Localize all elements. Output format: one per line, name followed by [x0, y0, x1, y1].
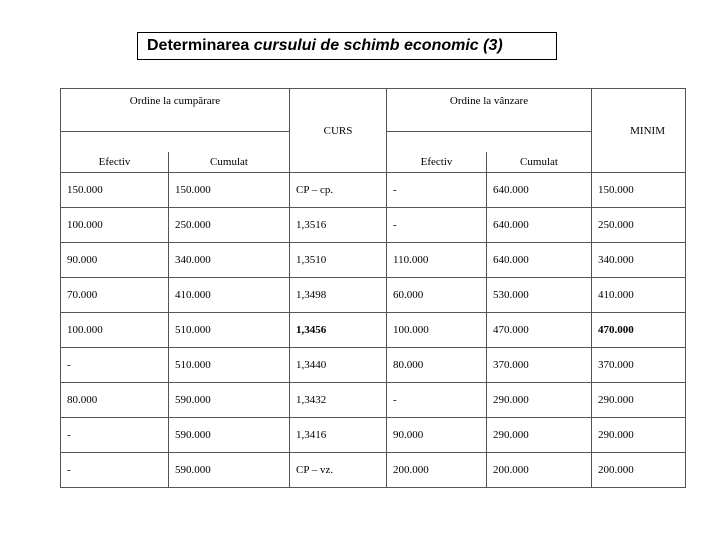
- cell-minimum: 470.000: [592, 313, 686, 348]
- table-row: [61, 243, 686, 278]
- header-sell-orders: Ordine la vânzare: [387, 89, 592, 132]
- cell-buy-effective: 100.000: [61, 313, 169, 348]
- cell-buy-effective: 80.000: [61, 383, 169, 418]
- cell-minimum: 150.000: [592, 173, 686, 208]
- title-italic: cursului de schimb economic (3): [253, 37, 503, 54]
- cell-buy-cumulative: 590.000: [169, 453, 290, 488]
- cell-rate: 1,3516: [290, 208, 387, 243]
- cell-rate: 1,3456: [290, 313, 387, 348]
- cell-buy-effective: -: [61, 418, 169, 453]
- cell-buy-effective: 100.000: [61, 208, 169, 243]
- cell-rate: CP – cp.: [290, 173, 387, 208]
- cell-buy-cumulative: 590.000: [169, 418, 290, 453]
- table-row: [61, 313, 686, 348]
- cell-sell-effective: 90.000: [387, 418, 487, 453]
- cell-sell-cumulative: 370.000: [487, 348, 592, 383]
- cell-rate: 1,3416: [290, 418, 387, 453]
- cell-buy-cumulative: 340.000: [169, 243, 290, 278]
- cell-minimum: 410.000: [592, 278, 686, 313]
- cell-buy-effective: 150.000: [61, 173, 169, 208]
- cell-sell-effective: -: [387, 173, 487, 208]
- header-minimum: [592, 89, 686, 173]
- cell-rate: 1,3510: [290, 243, 387, 278]
- cell-sell-cumulative: 640.000: [487, 243, 592, 278]
- header-rate-label: CURS: [323, 124, 353, 137]
- cell-sell-effective: 80.000: [387, 348, 487, 383]
- table-row: [61, 208, 686, 243]
- table-row: [61, 173, 686, 208]
- cell-rate: 1,3432: [290, 383, 387, 418]
- header-buy-effective: Efectiv: [61, 152, 169, 173]
- cell-buy-cumulative: 590.000: [169, 383, 290, 418]
- cell-minimum: 250.000: [592, 208, 686, 243]
- cell-sell-cumulative: 640.000: [487, 208, 592, 243]
- table-row: [61, 348, 686, 383]
- cell-buy-effective: 70.000: [61, 278, 169, 313]
- cell-buy-cumulative: 510.000: [169, 313, 290, 348]
- cell-sell-cumulative: 290.000: [487, 383, 592, 418]
- cell-minimum: 290.000: [592, 383, 686, 418]
- cell-sell-cumulative: 200.000: [487, 453, 592, 488]
- cell-buy-effective: -: [61, 348, 169, 383]
- cell-buy-cumulative: 150.000: [169, 173, 290, 208]
- cell-minimum: 290.000: [592, 418, 686, 453]
- header-sell-cumulative: Cumulat: [487, 152, 592, 173]
- cell-sell-effective: -: [387, 383, 487, 418]
- cell-sell-effective: 110.000: [387, 243, 487, 278]
- title-prefix: Determinarea: [147, 37, 250, 54]
- cell-sell-effective: 100.000: [387, 313, 487, 348]
- header-buy-orders: Ordine la cumpărare: [61, 89, 290, 132]
- header-buy-spacer: [61, 132, 290, 153]
- cell-minimum: 200.000: [592, 453, 686, 488]
- cell-buy-cumulative: 510.000: [169, 348, 290, 383]
- cell-rate: CP – vz.: [290, 453, 387, 488]
- cell-sell-cumulative: 640.000: [487, 173, 592, 208]
- header-sell-effective: Efectiv: [387, 152, 487, 173]
- cell-rate: 1,3440: [290, 348, 387, 383]
- table-row: [61, 418, 686, 453]
- cell-sell-cumulative: 470.000: [487, 313, 592, 348]
- cell-sell-effective: -: [387, 208, 487, 243]
- cell-sell-cumulative: 290.000: [487, 418, 592, 453]
- header-buy-cumulative: Cumulat: [169, 152, 290, 173]
- cell-minimum: 370.000: [592, 348, 686, 383]
- exchange-rate-table: [60, 88, 686, 488]
- slide-title: [137, 32, 557, 60]
- cell-buy-cumulative: 250.000: [169, 208, 290, 243]
- cell-minimum: 340.000: [592, 243, 686, 278]
- cell-rate: 1,3498: [290, 278, 387, 313]
- table-row: [61, 383, 686, 418]
- table-row: [61, 278, 686, 313]
- cell-buy-effective: 90.000: [61, 243, 169, 278]
- cell-sell-effective: 200.000: [387, 453, 487, 488]
- header-sell-spacer: [387, 132, 592, 153]
- cell-buy-effective: -: [61, 453, 169, 488]
- cell-buy-cumulative: 410.000: [169, 278, 290, 313]
- table-row: [61, 453, 686, 488]
- cell-sell-effective: 60.000: [387, 278, 487, 313]
- header-minimum-label: MINIM: [630, 124, 665, 137]
- header-rate: [290, 89, 387, 173]
- cell-sell-cumulative: 530.000: [487, 278, 592, 313]
